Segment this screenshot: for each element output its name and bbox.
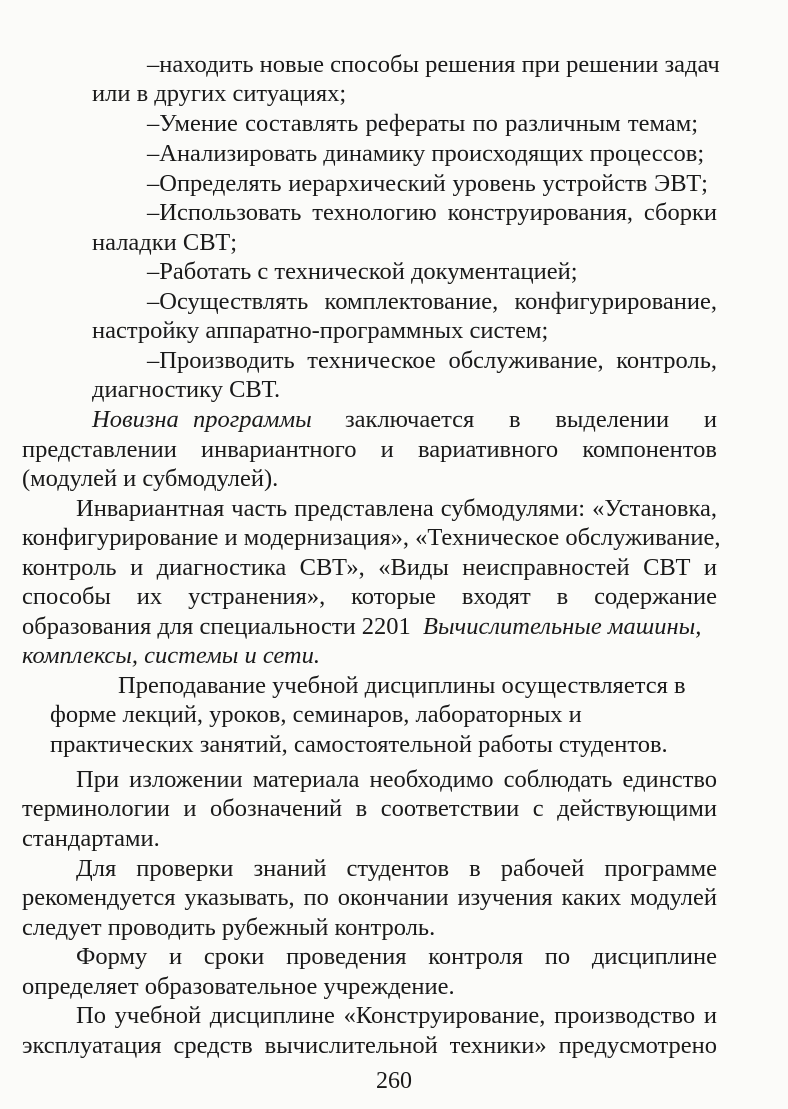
text-line: практических занятий, самостоятельной работы студентов. [50, 731, 668, 758]
text-line: –Определять иерархический уровень устройств ЭВТ; [147, 170, 708, 197]
text-line: –находить новые способы решения при решении задач [147, 51, 720, 78]
page-number: 260 [376, 1068, 412, 1094]
specialty-name-cont: комплексы, системы и сети. [22, 642, 320, 669]
program-term: программы [193, 406, 312, 433]
text-line: форме лекций, уроков, семинаров, лабораторных и [50, 701, 582, 728]
text-line: Для проверки знаний студентов в рабочей программе [76, 855, 717, 882]
specialty-name: Вычислительные машины, [423, 613, 702, 640]
text-line: следует проводить рубежный контроль. [22, 914, 436, 941]
text-line: определяет образовательное учреждение. [22, 973, 455, 1000]
text-line: (модулей и субмодулей). [22, 465, 279, 492]
text-line: При изложении материала необходимо соблюдать единство [76, 766, 717, 793]
text-line: или в других ситуациях; [92, 80, 347, 107]
text-line: –Умение составлять рефераты по различным темам; [147, 110, 698, 137]
text-line: –Осуществлять комплектование, конфигурирование, [147, 288, 717, 315]
text-line: –Производить техническое обслуживание, контроль, [147, 347, 717, 374]
text-line: –Использовать технологию конструирования, сборки [147, 199, 717, 226]
text-line: По учебной дисциплине «Конструирование, производство и [76, 1002, 717, 1029]
text-line: контроль и диагностика СВТ», «Виды неисправностей СВТ и [22, 554, 717, 581]
text-line: конфигурирование и модернизация», «Техническое обслуживание, [22, 524, 721, 551]
text-line [193, 408, 312, 433]
text-line: эксплуатация средств вычислительной техники» предусмотрено [22, 1032, 717, 1059]
text-line [92, 408, 179, 433]
text-line: Преподавание учебной дисциплины осуществляется в [118, 672, 686, 699]
text-line: настройку аппаратно-программных систем; [92, 317, 549, 344]
text-line: терминологии и обозначений в соответствии с действующими [22, 795, 717, 822]
text-line: способы их устранения», которые входят в содержание [22, 583, 717, 610]
text-line: Форму и сроки проведения контроля по дисциплине [76, 943, 717, 970]
text-line: Инвариантная часть представлена субмодулями: «Установка, [76, 495, 717, 522]
text-line: наладки СВТ; [92, 229, 238, 256]
text-line: –Работать с технической документацией; [147, 258, 578, 285]
text-line: стандартами. [22, 825, 160, 852]
text-line: диагностику СВТ. [92, 376, 281, 403]
text-line: рекомендуется указывать, по окончании изучения каких модулей [22, 884, 717, 911]
text-line: образования для специальности 2201 [22, 613, 411, 640]
text-line: представлении инвариантного и вариативного компонентов [22, 436, 717, 463]
novelty-term: Новизна [92, 406, 179, 433]
text-line: заключается в выделении и [345, 406, 717, 433]
text-line: –Анализировать динамику происходящих процессов; [147, 140, 705, 167]
